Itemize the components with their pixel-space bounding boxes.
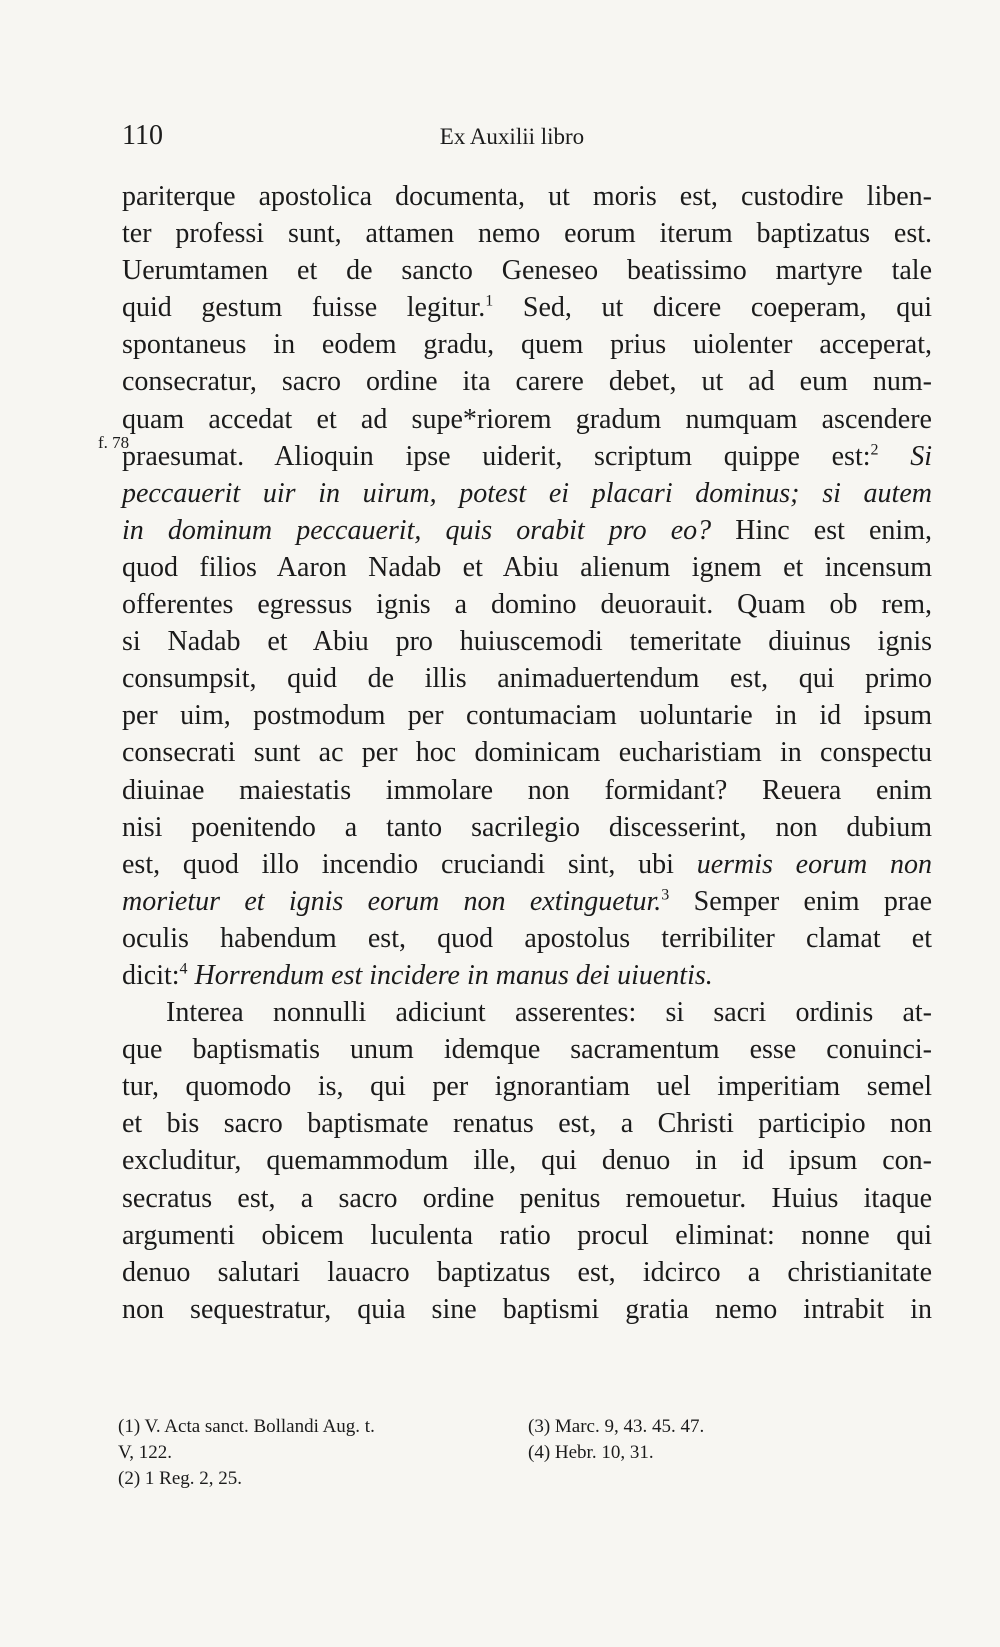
page-header (122, 120, 932, 160)
text-line: morietur et ignis eorum non extinguetur.$^3$ Semper enim prae (122, 885, 933, 917)
text-line: spontaneus in eodem gradu, quem prius uiolenter acceperat, (122, 329, 932, 361)
text-line: argumenti obicem luculenta ratio procul eliminat: nonne qui (122, 1219, 932, 1251)
text-line: non sequestratur, quia sine baptismi gratia nemo intrabit in (122, 1293, 932, 1325)
text-line: excluditur, quemammodum ille, qui denuo in id ipsum con- (122, 1145, 932, 1177)
page-number: 110 (122, 120, 163, 151)
text-line: per uim, postmodum per contumaciam uoluntarie in id ipsum (122, 700, 932, 732)
text-line: quam accedat et ad supe*riorem gradum numquam ascendere (122, 403, 932, 435)
text-line: Uerumtamen et de sancto Geneseo beatissimo martyre tale (122, 255, 932, 287)
text-line: consecrati sunt ac per hoc dominicam eucharistiam in conspectu (122, 737, 932, 769)
text-line: dicit:$^4$ Horrendum est incidere in manus dei uiuentis. (122, 959, 713, 991)
text-line: diuinae maiestatis immolare non formidant? Reuera enim (122, 774, 932, 806)
text-line: nisi poenitendo a tanto sacrilegio discesserint, non dubium (122, 811, 932, 843)
footnote-ref: 2 (870, 441, 879, 459)
footnote: (2) 1 Reg. 2, 25. (118, 1468, 243, 1489)
text-line: si Nadab et Abiu pro huiuscemodi temeritate diuinus ignis (122, 626, 932, 658)
text-line: in dominum peccauerit, quis orabit pro eo? Hinc est enim, (122, 514, 932, 546)
body-text (122, 178, 932, 1328)
text-line: quod filios Aaron Nadab et Abiu alienum ignem et incensum (122, 551, 932, 583)
text-line: praesumat. Alioquin ipse uiderit, scriptum quippe est:$^2$ Si (122, 440, 932, 472)
text-line: offerentes egressus ignis a domino deuorauit. Quam ob rem, (122, 589, 932, 621)
margin-folio-note: f. 78 (98, 433, 130, 452)
text-line: est, quod illo incendio cruciandi sint, ubi uermis eorum non (122, 848, 933, 880)
text-line: tur, quomodo is, qui per ignorantiam uel imperitiam semel (122, 1071, 932, 1103)
text-line: denuo salutari lauacro baptizatus est, idcirco a christianitate (122, 1256, 932, 1288)
footnote-continuation: V, 122. (118, 1442, 173, 1463)
footnotes-left-column (118, 1414, 498, 1492)
text-line: pariterque apostolica documenta, ut moris est, custodire liben- (122, 181, 932, 212)
text-line: ter professi sunt, attamen nemo eorum iterum baptizatus est. (122, 218, 932, 250)
text-line: consecratur, sacro ordine ita carere debet, ut ad eum num- (122, 366, 932, 398)
text-line: oculis habendum est, quod apostolus terribiliter clamat et (122, 922, 932, 954)
text-line: que baptismatis unum idemque sacramentum esse conuinci- (122, 1034, 932, 1066)
footnote: (1) V. Acta sanct. Bollandi Aug. t. (118, 1416, 375, 1437)
footnote-ref: 1 (485, 292, 494, 310)
footnotes-right-column (528, 1414, 928, 1466)
running-head: Ex Auxilii libro (439, 124, 585, 149)
footnote-ref: 3 (661, 886, 670, 904)
text-line: Interea nonnulli adiciunt asserentes: si sacri ordinis at- (166, 997, 932, 1029)
footnote: (3) Marc. 9, 43. 45. 47. (528, 1416, 705, 1437)
footnote-ref: 4 (179, 960, 188, 978)
text-line: et bis sacro baptismate renatus est, a Christi participio non (122, 1108, 932, 1140)
text-line: secratus est, a sacro ordine penitus remouetur. Huius itaque (122, 1182, 932, 1214)
text-line: peccauerit uir in uirum, potest ei placari dominus; si autem (122, 477, 932, 509)
footnote: (4) Hebr. 10, 31. (528, 1442, 654, 1463)
text-line: quid gestum fuisse legitur.$^1$ Sed, ut dicere coeperam, qui (122, 292, 933, 324)
text-line: consumpsit, quid de illis animaduertendum est, qui primo (122, 663, 932, 695)
